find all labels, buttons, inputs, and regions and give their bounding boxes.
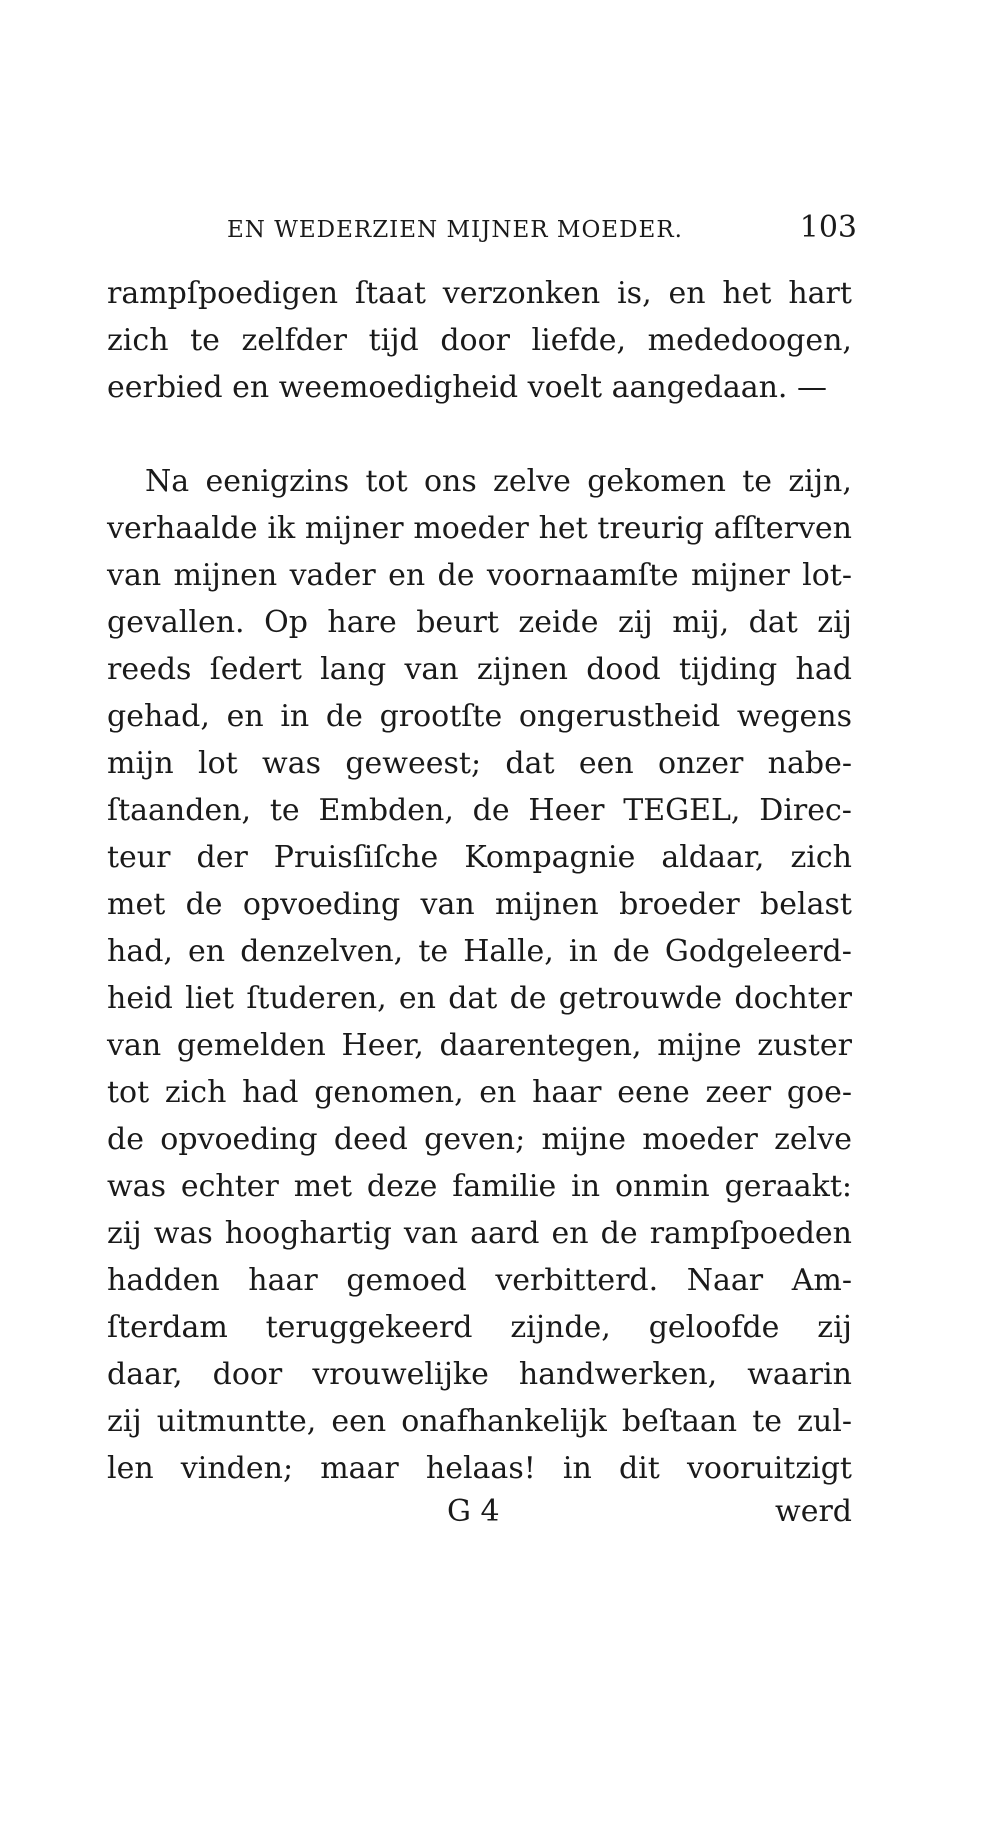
text-line: van gemelden Heer, daarentegen, mijne zuster [107, 1028, 852, 1063]
text-line: reeds ſedert lang van zijnen dood tijding had [107, 652, 852, 687]
text-line: rampſpoedigen ſtaat verzonken is, en het hart [107, 276, 852, 311]
text-line: len vinden; maar helaas! in dit vooruitzigt [107, 1451, 852, 1486]
text-line: ſtaanden, te Embden, de Heer TEGEL, Direc- [107, 793, 852, 828]
text-line: zij was hooghartig van aard en de rampſpoeden [107, 1216, 852, 1251]
signature-mark: G 4 [447, 1494, 500, 1529]
text-line: mijn lot was geweest; dat een onzer nabe- [107, 746, 852, 781]
text-line: eerbied en weemoedigheid voelt aangedaan. — [107, 370, 827, 405]
text-line: met de opvoeding van mijnen broeder belast [107, 887, 852, 922]
text-line: had, en denzelven, te Halle, in de Godgeleerd- [107, 934, 852, 969]
paragraph-gap [107, 411, 852, 458]
page-footer [107, 1488, 852, 1535]
text-line: hadden haar gemoed verbitterd. Naar Am- [107, 1263, 852, 1298]
text-line: ſterdam teruggekeerd zijnde, geloofde zij [107, 1310, 852, 1345]
text-line: de opvoeding deed geven; mijne moeder zelve [107, 1122, 852, 1157]
catchword: werd [775, 1494, 852, 1529]
text-line: heid liet ſtuderen, en dat de getrouwde dochter [107, 981, 852, 1016]
text-line: verhaalde ik mijner moeder het treurig afſterven [107, 511, 852, 546]
text-line: van mijnen vader en de voornaamſte mijner lot- [107, 558, 852, 593]
text-line: was echter met deze familie in onmin geraakt: [107, 1169, 852, 1204]
text-line: gevallen. Op hare beurt zeide zij mij, dat zij [107, 605, 852, 640]
running-title: EN WEDERZIEN MIJNER MOEDER. [227, 217, 683, 243]
body-text [107, 270, 852, 1492]
page-number: 103 [799, 210, 857, 245]
text-line: zij uitmuntte, een onafhankelijk beſtaan te zul- [107, 1404, 852, 1439]
text-line: tot zich had genomen, en haar eene zeer goe- [107, 1075, 852, 1110]
running-header [227, 210, 857, 250]
text-line: daar, door vrouwelijke handwerken, waarin [107, 1357, 852, 1392]
text-line: Na eenigzins tot ons zelve gekomen te zijn, [145, 464, 852, 499]
text-line: teur der Pruisſiſche Kompagnie aldaar, zich [107, 840, 852, 875]
text-line: zich te zelfder tijd door liefde, mededoogen, [107, 323, 852, 358]
text-line: gehad, en in de grootſte ongerustheid wegens [107, 699, 852, 734]
